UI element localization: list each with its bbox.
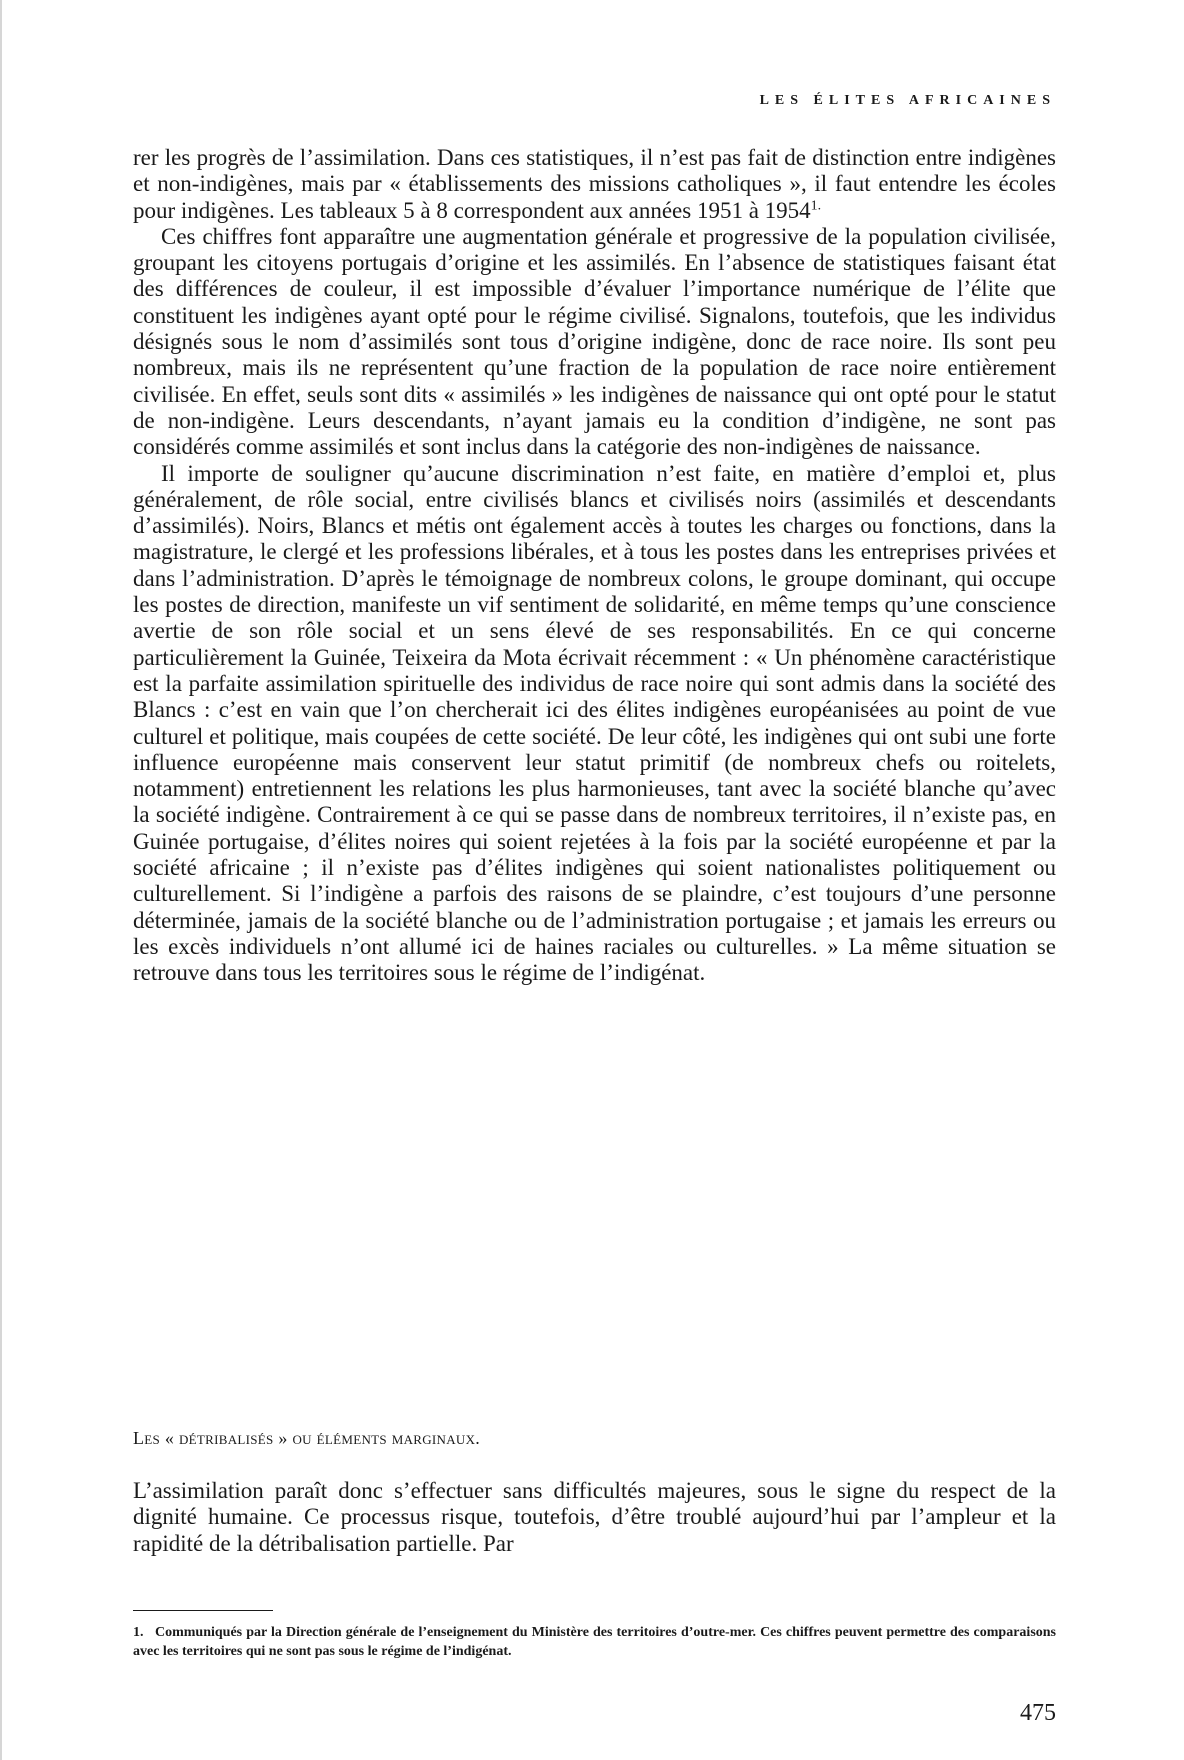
section-paragraph: L’assimilation paraît donc s’effectuer sans difficultés majeures, sous le signe du respect de la dignité humaine. Ce processus risque, toutefois, d’être troublé aujourd’hui par l’ampleur et la rapidité de la détribalisation partielle. Par [133, 1478, 1056, 1556]
running-head: LES ÉLITES AFRICAINES [759, 93, 1056, 108]
footnote-reference: 1. [810, 197, 822, 213]
paragraph-1-text: rer les progrès de l’assimilation. Dans ces statistiques, il n’est pas fait de distinction entre indigènes et non-indigènes, mais par « établissements des missions catholiques », il faut entendre les écoles pour indigènes. Les tableaux 5 à 8 correspondent aux années 1951 à 1954 [133, 145, 1056, 223]
footnote-divider [133, 1610, 273, 1611]
paragraph-2: Ces chiffres font apparaître une augmentation générale et progressive de la population civilisée, groupant les citoyens portugais d’origine et les assimilés. En l’absence de statistiques faisant état des différences de couleur, il est impossible d’évaluer l’importance numérique de l’élite que constituent les indigènes ayant opté pour le régime civilisé. Signalons, toutefois, que les individus désignés sous le nom d’assimilés sont tous d’origine indigène, donc de race noire. Ils sont peu nombreux, mais ils ne représentent qu’une fraction de la population de race noire entièrement civilisée. En effet, seuls sont dits « assimilés » les indigènes de naissance qui ont opté pour le statut de non-indigène. Leurs descendants, n’ayant jamais eu la condition d’indigène, ne sont pas considérés comme assimilés et sont inclus dans la catégorie des non-indigènes de naissance. [133, 223, 1056, 460]
footnote-text: Communiqués par la Direction générale de l’enseignement du Ministère des territoires d’outre-mer. Ces chiffres peuvent permettre des comparaisons avec les territoires qui ne sont pas sous le régime de l’indigénat. [133, 1625, 1056, 1659]
page-edge-line [0, 0, 2, 1760]
body-text [133, 145, 1056, 987]
page-number: 475 [1020, 1700, 1056, 1726]
footnote [133, 1623, 1056, 1661]
section-heading: Les « détribalisés » ou éléments marginaux. [133, 1428, 481, 1448]
paragraph-1 [133, 145, 1056, 224]
footnote-number: 1. [133, 1625, 144, 1640]
paragraph-3: Il importe de souligner qu’aucune discrimination n’est faite, en matière d’emploi et, plus généralement, de rôle social, entre civilisés blancs et civilisés noirs (assimilés et descendants d’assimilés). Noirs, Blancs et métis ont également accès à toutes les charges ou fonctions, dans la magistrature, le clergé et les professions libérales, et à tous les postes dans les entreprises privées et dans l’administration. D’après le témoignage de nombreux colons, le groupe dominant, qui occupe les postes de direction, manifeste un vif sentiment de solidarité, en même temps qu’une conscience avertie de son rôle social et un sens élevé de ses responsabilités. En ce qui concerne particulièrement la Guinée, Teixeira da Mota écrivait récemment : « Un phénomène caractéristique est la parfaite assimilation spirituelle des individus de race noire qui sont admis dans la société des Blancs : c’est en vain que l’on chercherait ici des élites indigènes européanisées au point de vue culturel et politique, mais coupées de cette société. De leur côté, les indigènes qui ont subi une forte influence européenne mais conservent leur statut primitif (de nombreux chefs ou roitelets, notamment) entretiennent les relations les plus harmonieuses, tant avec la société blanche qu’avec la société indigène. Contrairement à ce qui se passe dans de nombreux territoires, il n’existe pas, en Guinée portugaise, d’élites noires qui soient rejetées à la fois par la société européenne et par la société africaine ; il n’existe pas d’élites indigènes qui soient nationalistes politiquement ou culturellement. Si l’indigène a parfois des raisons de se plaindre, c’est toujours d’une personne déterminée, jamais de la société blanche ou de l’administration portugaise ; et jamais les erreurs ou les excès individuels n’ont allumé ici de haines raciales ou culturelles. » La même situation se retrouve dans tous les territoires sous le régime de l’indigénat. [133, 460, 1056, 986]
section-text [133, 1478, 1056, 1557]
